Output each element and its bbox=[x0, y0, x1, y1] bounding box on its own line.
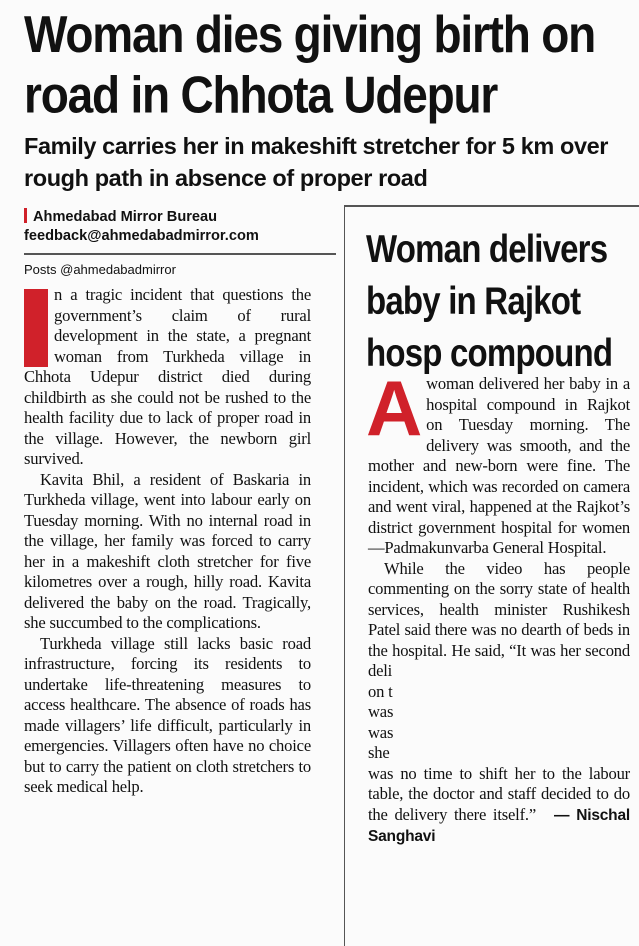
obscured-line-4: she bbox=[368, 743, 390, 762]
side-closing bbox=[368, 764, 630, 848]
posts-handle: Posts @ahmedabadmirror bbox=[24, 262, 176, 277]
drop-cap-a: A bbox=[366, 364, 423, 452]
side-paragraph-2: While the video has people commenting on the sorry state of health services, health minister Rushikesh Patel said there was no dearth of beds in the hospital. He said, “It was her second deli bbox=[368, 558, 630, 680]
main-paragraph-1: n a tragic incident that questions the government’s claim of rural development in the state, a pregnant woman from Turkheda village in Chhota Udepur district died during childbirth as she could not be rushed to the health facility due to lack of proper road in the village. However, the newborn girl survived. bbox=[24, 285, 311, 468]
side-paragraph-1: woman delivered her baby in a hospital compound in Rajkot on Tuesday morning. The delivery was smooth, and the mother and new-born were fine. The incident, which was recorded on camera and went viral, happened at the Rajkot’s district government hospital for women—Padmakunvarba General Hospital. bbox=[368, 374, 630, 557]
obscured-line-2: was bbox=[368, 702, 394, 721]
author-credit: — Nischal Sanghavi bbox=[368, 806, 630, 845]
side-story-body bbox=[366, 364, 630, 848]
byline bbox=[24, 208, 314, 246]
drop-cap-i bbox=[24, 289, 48, 367]
headline: Woman dies giving birth on road in Chhota Udepur bbox=[24, 5, 596, 124]
feedback-email[interactable]: feedback@ahmedabadmirror.com bbox=[24, 228, 259, 244]
side-closing-text: was no time to shift her to the labour table, the doctor and staff decided to do the delivery there itself.” bbox=[368, 763, 630, 824]
subheadline: Family carries her in makeshift stretcher for 5 km over rough path in absence of proper road bbox=[24, 133, 609, 191]
obscured-line-1: on t bbox=[368, 681, 393, 701]
main-paragraph-3: Turkheda village still lacks basic road infrastructure, forcing its residents to undertake life-threatening measures to access healthcare. The absence of roads has made villagers’ life difficult, particularly in emergencies. Villagers often have no choice but to carry the patient on cloth stretchers to seek medical help. bbox=[24, 633, 311, 796]
side-story-headline: Woman delivers baby in Rajkot hosp compound bbox=[366, 226, 613, 375]
byline-accent-bar bbox=[24, 208, 27, 223]
bureau-name: Ahmedabad Mirror Bureau bbox=[33, 209, 218, 225]
sidebar-top-rule bbox=[344, 205, 639, 207]
obscured-line-3: was bbox=[368, 722, 394, 742]
main-story-body bbox=[24, 285, 311, 798]
byline-divider bbox=[24, 253, 336, 255]
column-divider bbox=[344, 205, 345, 946]
main-paragraph-2: Kavita Bhil, a resident of Baskaria in Turkheda village, went into labour early on Tuesday morning. With no internal road in the village, her family was forced to carry her in a makeshift cloth stretcher for five kilometres over a rough, hilly road. Kavita delivered the baby on the road. Tragically, she succumbed to the complications. bbox=[24, 469, 311, 632]
